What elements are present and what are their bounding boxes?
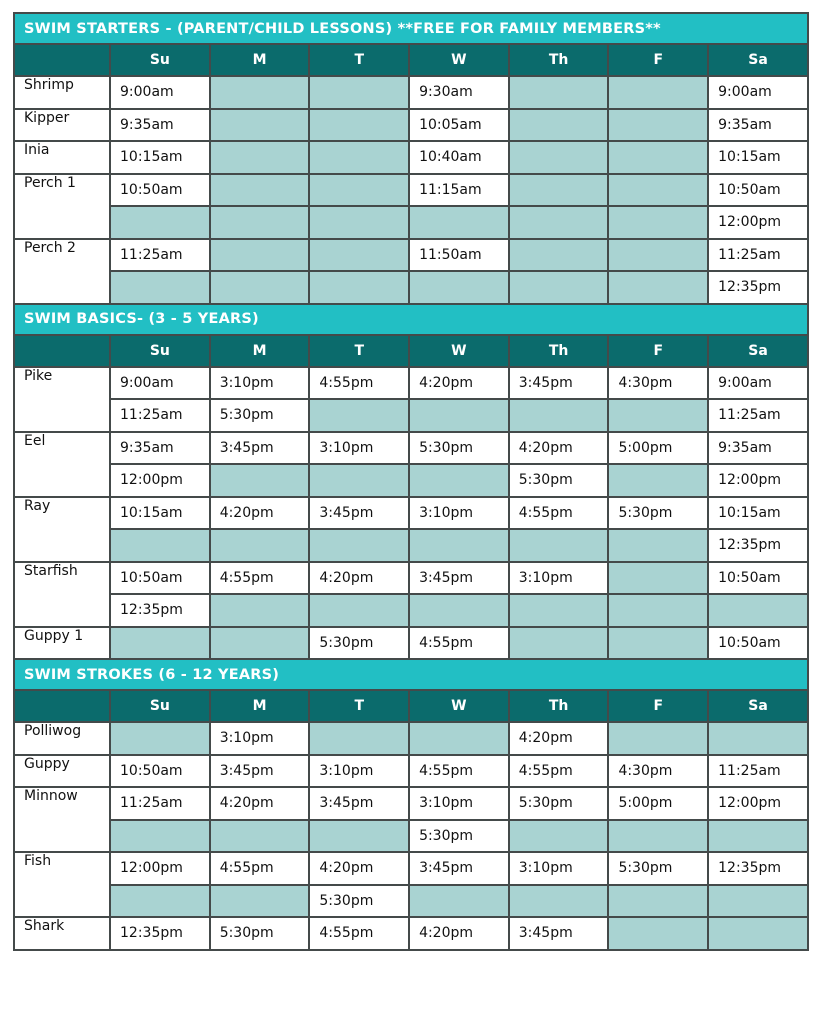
empty-slot [509,141,609,174]
time-slot: 12:00pm [708,787,808,820]
day-header-thursday: Th [509,335,609,367]
class-column-header [14,44,110,76]
empty-slot [309,594,409,627]
time-slot: 5:30pm [509,464,609,497]
time-slot: 11:25am [708,239,808,272]
class-column-header [14,690,110,722]
empty-slot [608,141,708,174]
empty-slot [110,271,210,304]
time-slot: 4:55pm [210,562,310,595]
time-slot: 9:30am [409,76,509,109]
time-slot: 9:35am [110,109,210,142]
day-header-tuesday: T [309,335,409,367]
time-slot: 3:45pm [509,917,609,950]
time-slot: 5:30pm [210,399,310,432]
day-header-sunday: Su [110,335,210,367]
time-slot: 4:30pm [608,367,708,400]
empty-slot [110,722,210,755]
class-name-minnow: Minnow [14,787,110,852]
empty-slot [210,627,310,660]
empty-slot [309,399,409,432]
empty-slot [708,722,808,755]
table-row [14,852,808,885]
table-row [14,432,808,465]
day-header-wednesday: W [409,44,509,76]
time-slot: 3:45pm [509,367,609,400]
empty-slot [409,885,509,918]
time-slot: 3:10pm [409,497,509,530]
empty-slot [309,464,409,497]
class-name-fish: Fish [14,852,110,917]
time-slot: 5:30pm [210,917,310,950]
time-slot: 10:50am [708,174,808,207]
time-slot: 5:30pm [608,852,708,885]
table-row [14,497,808,530]
empty-slot [110,820,210,853]
empty-slot [608,464,708,497]
empty-slot [210,464,310,497]
day-header-friday: F [608,44,708,76]
empty-slot [608,399,708,432]
empty-slot [210,271,310,304]
empty-slot [210,529,310,562]
time-slot: 3:10pm [309,432,409,465]
table-row [14,367,808,400]
time-slot: 4:20pm [509,432,609,465]
empty-slot [110,885,210,918]
day-header-monday: M [210,690,310,722]
section-title: SWIM STROKES (6 - 12 YEARS) [14,659,808,690]
empty-slot [309,820,409,853]
time-slot: 4:20pm [509,722,609,755]
empty-slot [210,174,310,207]
time-slot: 3:45pm [409,852,509,885]
time-slot: 9:00am [110,76,210,109]
time-slot: 9:00am [708,76,808,109]
table-row [14,399,808,432]
section-title-row [14,304,808,335]
time-slot: 10:50am [708,562,808,595]
time-slot: 11:25am [708,399,808,432]
time-slot: 4:20pm [309,852,409,885]
time-slot: 11:25am [708,755,808,788]
empty-slot [110,627,210,660]
day-header-thursday: Th [509,44,609,76]
table-row [14,820,808,853]
empty-slot [210,885,310,918]
empty-slot [708,594,808,627]
time-slot: 4:55pm [409,627,509,660]
table-row [14,239,808,272]
class-name-perch-2: Perch 2 [14,239,110,304]
empty-slot [309,206,409,239]
table-row [14,755,808,788]
empty-slot [608,820,708,853]
empty-slot [210,820,310,853]
time-slot: 5:30pm [509,787,609,820]
time-slot: 10:50am [110,562,210,595]
time-slot: 11:25am [110,239,210,272]
time-slot: 10:15am [708,497,808,530]
table-row [14,529,808,562]
empty-slot [210,141,310,174]
empty-slot [409,594,509,627]
time-slot: 4:55pm [509,755,609,788]
empty-slot [608,174,708,207]
time-slot: 5:00pm [608,787,708,820]
empty-slot [409,399,509,432]
time-slot: 11:50am [409,239,509,272]
time-slot: 11:25am [110,399,210,432]
empty-slot [608,885,708,918]
empty-slot [309,141,409,174]
table-row [14,594,808,627]
day-header-row [14,690,808,722]
time-slot: 10:50am [708,627,808,660]
empty-slot [509,820,609,853]
empty-slot [708,917,808,950]
table-row [14,174,808,207]
time-slot: 12:00pm [110,464,210,497]
empty-slot [210,239,310,272]
class-name-ray: Ray [14,497,110,562]
empty-slot [210,206,310,239]
time-slot: 3:45pm [309,497,409,530]
day-header-tuesday: T [309,690,409,722]
empty-slot [309,174,409,207]
empty-slot [708,885,808,918]
empty-slot [309,109,409,142]
time-slot: 4:55pm [210,852,310,885]
time-slot: 3:10pm [309,755,409,788]
day-header-friday: F [608,335,708,367]
time-slot: 12:35pm [708,529,808,562]
empty-slot [409,271,509,304]
time-slot: 3:45pm [309,787,409,820]
time-slot: 12:00pm [110,852,210,885]
time-slot: 12:35pm [110,917,210,950]
class-name-inia: Inia [14,141,110,174]
day-header-sunday: Su [110,44,210,76]
time-slot: 4:20pm [409,367,509,400]
day-header-saturday: Sa [708,44,808,76]
table-row [14,76,808,109]
empty-slot [309,239,409,272]
time-slot: 3:10pm [509,562,609,595]
time-slot: 5:30pm [409,432,509,465]
time-slot: 4:20pm [309,562,409,595]
empty-slot [608,627,708,660]
time-slot: 11:15am [409,174,509,207]
time-slot: 4:55pm [309,917,409,950]
table-row [14,206,808,239]
section-title: SWIM BASICS- (3 - 5 YEARS) [14,304,808,335]
time-slot: 10:15am [110,497,210,530]
time-slot: 4:30pm [608,755,708,788]
time-slot: 12:00pm [708,464,808,497]
time-slot: 4:55pm [309,367,409,400]
empty-slot [509,239,609,272]
empty-slot [309,529,409,562]
time-slot: 12:35pm [708,852,808,885]
time-slot: 5:30pm [309,885,409,918]
time-slot: 9:00am [110,367,210,400]
empty-slot [409,464,509,497]
empty-slot [509,76,609,109]
table-row [14,141,808,174]
time-slot: 3:45pm [210,432,310,465]
empty-slot [509,271,609,304]
empty-slot [509,627,609,660]
time-slot: 12:35pm [708,271,808,304]
time-slot: 10:50am [110,755,210,788]
time-slot: 10:15am [110,141,210,174]
time-slot: 4:20pm [409,917,509,950]
day-header-monday: M [210,335,310,367]
time-slot: 12:00pm [708,206,808,239]
empty-slot [608,271,708,304]
empty-slot [409,206,509,239]
time-slot: 9:35am [708,432,808,465]
class-name-pike: Pike [14,367,110,432]
empty-slot [608,917,708,950]
time-slot: 5:30pm [309,627,409,660]
time-slot: 9:00am [708,367,808,400]
class-name-guppy-1: Guppy 1 [14,627,110,660]
empty-slot [309,271,409,304]
table-row [14,271,808,304]
empty-slot [509,529,609,562]
time-slot: 12:35pm [110,594,210,627]
empty-slot [509,174,609,207]
swim-lesson-schedule [13,12,807,951]
time-slot: 5:30pm [608,497,708,530]
table-row [14,917,808,950]
empty-slot [608,76,708,109]
day-header-row [14,335,808,367]
class-name-kipper: Kipper [14,109,110,142]
time-slot: 10:05am [409,109,509,142]
day-header-saturday: Sa [708,690,808,722]
day-header-row [14,44,808,76]
empty-slot [309,722,409,755]
day-header-wednesday: W [409,690,509,722]
empty-slot [210,109,310,142]
empty-slot [509,399,609,432]
empty-slot [210,594,310,627]
empty-slot [110,529,210,562]
empty-slot [608,562,708,595]
time-slot: 4:20pm [210,497,310,530]
time-slot: 3:45pm [210,755,310,788]
time-slot: 9:35am [708,109,808,142]
class-column-header [14,335,110,367]
time-slot: 9:35am [110,432,210,465]
class-name-perch-1: Perch 1 [14,174,110,239]
class-name-polliwog: Polliwog [14,722,110,755]
empty-slot [608,722,708,755]
empty-slot [509,109,609,142]
table-row [14,464,808,497]
empty-slot [509,885,609,918]
empty-slot [409,529,509,562]
empty-slot [608,109,708,142]
day-header-friday: F [608,690,708,722]
empty-slot [608,529,708,562]
table-row [14,627,808,660]
time-slot: 10:15am [708,141,808,174]
class-name-shark: Shark [14,917,110,950]
class-name-shrimp: Shrimp [14,76,110,109]
time-slot: 11:25am [110,787,210,820]
class-name-guppy: Guppy [14,755,110,788]
section-title-row [14,659,808,690]
empty-slot [110,206,210,239]
time-slot: 4:55pm [509,497,609,530]
time-slot: 5:30pm [409,820,509,853]
time-slot: 3:10pm [409,787,509,820]
table-row [14,562,808,595]
time-slot: 3:10pm [210,367,310,400]
day-header-monday: M [210,44,310,76]
time-slot: 3:45pm [409,562,509,595]
empty-slot [509,206,609,239]
day-header-wednesday: W [409,335,509,367]
day-header-tuesday: T [309,44,409,76]
section-title-row [14,13,808,44]
table-row [14,109,808,142]
table-row [14,885,808,918]
day-header-sunday: Su [110,690,210,722]
day-header-saturday: Sa [708,335,808,367]
section-title: SWIM STARTERS - (PARENT/CHILD LESSONS) **FREE FOR FAMILY MEMBERS** [14,13,808,44]
empty-slot [509,594,609,627]
table-row [14,787,808,820]
time-slot: 4:55pm [409,755,509,788]
empty-slot [210,76,310,109]
empty-slot [708,820,808,853]
empty-slot [608,594,708,627]
empty-slot [309,76,409,109]
time-slot: 10:40am [409,141,509,174]
schedule-table [13,12,809,951]
day-header-thursday: Th [509,690,609,722]
table-row [14,722,808,755]
empty-slot [608,206,708,239]
empty-slot [608,239,708,272]
class-name-starfish: Starfish [14,562,110,627]
time-slot: 10:50am [110,174,210,207]
class-name-eel: Eel [14,432,110,497]
time-slot: 3:10pm [509,852,609,885]
time-slot: 5:00pm [608,432,708,465]
time-slot: 4:20pm [210,787,310,820]
time-slot: 3:10pm [210,722,310,755]
empty-slot [409,722,509,755]
